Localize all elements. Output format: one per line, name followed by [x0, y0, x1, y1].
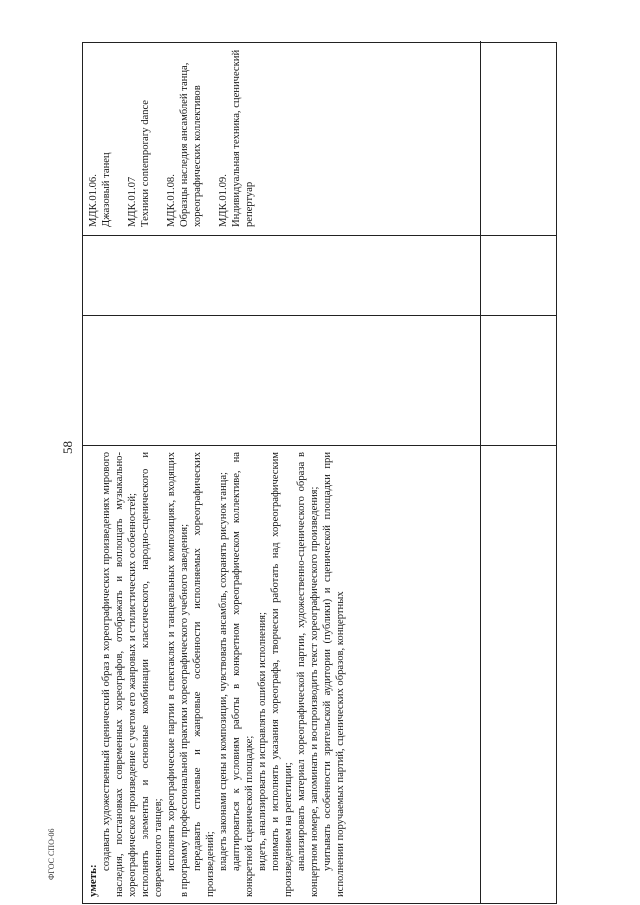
course-name: Техники contemporary dance [140, 100, 151, 227]
course-name: Джазовый танец [101, 152, 112, 227]
course-code: МДК.01.09. [218, 174, 229, 227]
skill-item: владеть законами сцены и композиции, чувствовать ансамбль, сохранять рисунок танца; [218, 472, 229, 871]
curriculum-table [82, 42, 557, 904]
page-number: 58 [60, 441, 75, 454]
course-entry [87, 48, 113, 227]
empty-cell [481, 445, 557, 903]
rotated-page-content [82, 42, 557, 904]
course-entry [165, 48, 204, 227]
empty-cell [481, 315, 557, 445]
course-code: МДК.01.06. [88, 174, 99, 227]
skill-item: создавать художественный сценический образ в хореографических произведениях мирового наследия, постановках современных хореографов, отображать и воплощать музыкально-хореографическое произведение с учетом его жанровых и стилистических особенностей; [101, 452, 138, 897]
empty-cell [83, 315, 480, 445]
skill-item: адаптироваться к условиям работы в конкретном хореографическом коллективе, на конкретной сценической площадке; [231, 452, 255, 897]
skill-item: анализировать материал хореографической партии, художественно-сценического образа в концертном номере, запоминать и воспроизводить текст хореографического произведения; [296, 452, 320, 897]
empty-cell [481, 235, 557, 315]
footer-standard-code: ФГОС СПО-06 [47, 828, 56, 880]
empty-cell [83, 235, 480, 315]
course-code: МДК.01.07 [127, 176, 138, 227]
skill-item: понимать и исполнять указания хореографа, творчески работать над хореографическим произведением на репетиции; [270, 452, 294, 897]
skill-item: учитывать особенности зрительской аудитории (публики) и сценической площадки при исполнении поручаемых партий, сценических образов, концертных [322, 452, 346, 897]
empty-cell [481, 42, 557, 235]
course-name: Индивидуальная техника, сценический репертуар [231, 49, 255, 227]
skill-item: исполнять хореографические партии в спектаклях и танцевальных композициях, входящих в программу профессиональной практики хореографического учебного заведения; [166, 452, 190, 897]
skill-item: видеть, анализировать и исправлять ошибки исполнения; [257, 612, 268, 871]
skill-item: исполнять элементы и основные комбинации классического, народно-сценического и современного танцев; [140, 452, 164, 897]
skills-cell [83, 445, 480, 903]
skills-heading: уметь: [87, 864, 99, 897]
skill-item: передавать стилевые и жанровые особенности исполняемых хореографических произведений; [192, 452, 216, 897]
course-code: МДК.01.08. [166, 174, 177, 227]
courses-cell [83, 42, 480, 235]
course-entry [126, 48, 152, 227]
course-name: Образцы наследия ансамблей танца, хореографических коллективов [179, 62, 203, 227]
table-row [480, 41, 556, 903]
course-entry [217, 48, 256, 227]
table-row [83, 41, 480, 903]
